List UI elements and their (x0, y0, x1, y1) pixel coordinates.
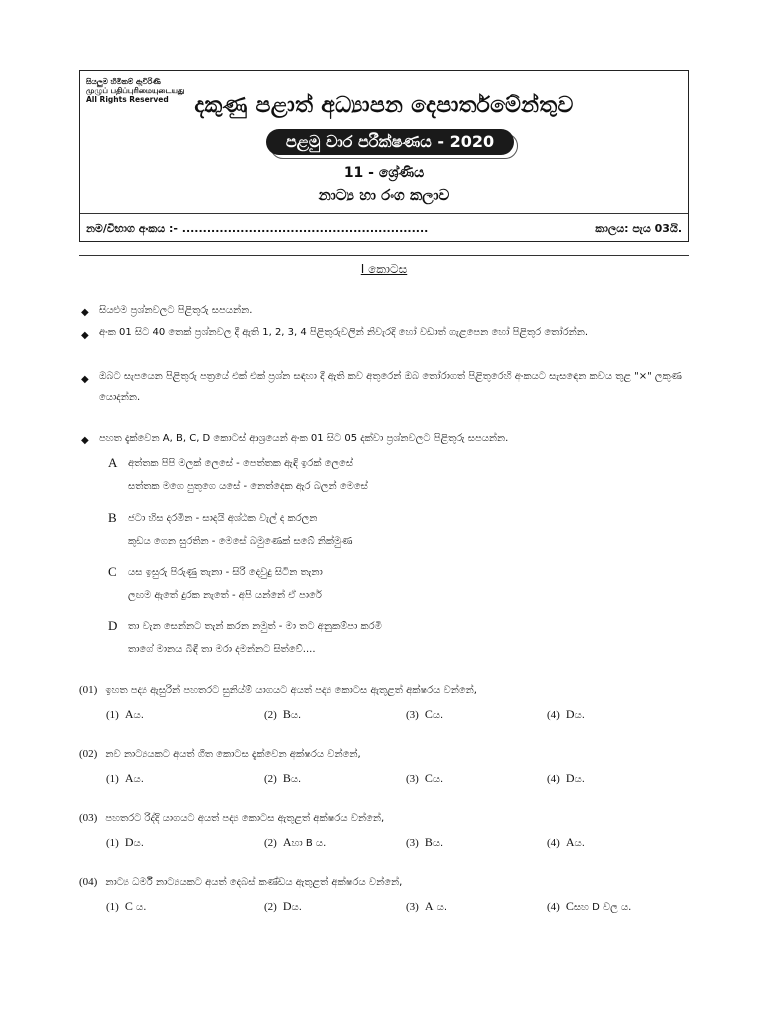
grade-label: 11 - ශ්‍රේණිය (343, 165, 425, 181)
department-title: දකුණු පළාත් අධ්‍යාපන දෙපාර්තමේන්තුව (194, 93, 574, 118)
name-index-field[interactable]: නම/විභාග අංකය :- ........................................................... (86, 222, 429, 235)
answer-option[interactable]: (1) Aය. (106, 707, 144, 721)
bullet-icon: ◆ (81, 374, 89, 385)
answer-option[interactable]: (4) Cසහ D වල ය. (547, 899, 632, 913)
rights-line-sinhala: සියලුම හිමිකම් ඇවිරිණි (86, 77, 161, 86)
answer-option[interactable]: (3) Cය. (406, 707, 444, 721)
rights-line-tamil: முழுப் பதிப்புரிமையுடையது (86, 86, 185, 95)
answer-option[interactable]: (2) Dය. (264, 899, 302, 913)
question-text: (04) නාට්‍ය ධර්මී නාට්‍යයකට අයත් දෙබස් කණ්ඩය ඇතුළත් අක්ෂරය වන්නේ, (79, 876, 403, 888)
rights-line-english: All Rights Reserved (86, 95, 169, 104)
passage-line: තාගේ මානය බිඳී තා මරා දමන්නට සිත්වේ.... (128, 644, 316, 655)
divider (79, 255, 689, 256)
answer-option[interactable]: (3) Bය. (406, 835, 444, 849)
passage-line: කුඩය ගෙන සුරතින - මෙසේ බමුණෙක් සබේ නික්මුණ (128, 536, 353, 547)
question-text: (03) පහතරට රිද්දි යාගයට අයත් පද්‍ය කොටස ඇතුළත් අක්ෂරය වන්නේ, (79, 812, 385, 824)
subject-label: නාට්‍ය හා රංග කලාව (318, 186, 450, 204)
passage-letter: B (108, 510, 117, 525)
instruction-item: පහත දැක්වෙන A, B, C, D කොටස් ආශ්‍රයෙන් අංක 01 සිට 05 දක්වා ප්‍රශ්නවලට පිළිතුරු සපයන්න. (99, 433, 509, 444)
passage-line: ලඟම ඇතේ දුරක නැතේ - අපි යන්නේ ඒ පාරේ (128, 590, 322, 601)
time-label: කාලය: පැය 03යි. (595, 222, 682, 235)
section-title: I කොටස (360, 262, 408, 276)
question-text: (02) නව නාට්‍යයකට අයත් ගීත කොටස දැක්වෙන අක්ෂරය වන්නේ, (79, 748, 361, 760)
answer-option[interactable]: (1) Dය. (106, 835, 144, 849)
passage-line: සත්තක මගෙ පුතුගෙ යසේ - නෙත්දෙක ඇර බලන් මෙසේ (128, 481, 368, 492)
instruction-item: සියළුම ප්‍රශ්නවලට පිළිතුරු සපයන්න. (99, 305, 253, 316)
answer-option[interactable]: (3) A ය. (406, 899, 448, 913)
passage-letter: C (108, 564, 117, 579)
answer-option[interactable]: (2) Bය. (264, 771, 302, 785)
header-box (79, 70, 689, 242)
passage-letter: D (108, 618, 118, 633)
answer-option[interactable]: (2) Aහා B ය. (264, 835, 327, 849)
bullet-icon: ◆ (81, 435, 89, 446)
instruction-item: ඔබට සැපයෙන පිළිතුරු පත්‍රයේ එක් එක් ප්‍රශ්න සඳහා දී ඇති කව අතුරෙන් ඔබ තෝරාගත් පිළිතුරෙහි අංකයට සැසඳෙන කවය තුළ "×" ලකුණ යොදන්න. (99, 371, 682, 403)
answer-option[interactable]: (3) Cය. (406, 771, 444, 785)
answer-option[interactable]: (1) Aය. (106, 771, 144, 785)
passage-line: අත්තක පිපි මලක් ලෙසේ - පෙත්තක ඇඳි ඉරක් ලෙසේ (128, 458, 354, 469)
exam-badge: පළමු වාර පරීක්ෂණය - 2020 (266, 129, 514, 155)
passage-line: ජටා හිස දරමින - සාදයි අශ්ඨක වැල් ද කරලන (128, 513, 318, 524)
passage-line: තා වැන සෙන්නට තැන් කරන නමුත් - මා තට අනුකම්පා කරමි (128, 621, 382, 632)
name-index-row (80, 213, 688, 243)
answer-option[interactable]: (2) Bය. (264, 707, 302, 721)
answer-option[interactable]: (4) Dය. (547, 771, 585, 785)
passage-line: යස ඉසුරු පිරුණු තැනා - සිරි දෙවුදු සිටින තැනා (128, 567, 323, 578)
answer-option[interactable]: (4) Dය. (547, 707, 585, 721)
bullet-icon: ◆ (81, 307, 89, 318)
instruction-item: අංක 01 සිට 40 තෙක් ප්‍රශ්නවල දී ඇති 1, 2, 3, 4 පිළිතුරුවලින් නිවැරදි හෝ වඩාත් ගැළපෙන හෝ පිළිතුර තෝරන්න. (99, 327, 589, 338)
passage-letter: A (108, 455, 118, 470)
question-text: (01) ඉහත පද්‍ය ඇසුරින් පහතරට සුනිය්ම් යාගයට අයත් පද්‍ය කොටස ඇතුළත් අක්ෂරය වන්නේ, (79, 684, 477, 696)
answer-option[interactable]: (1) C ය. (106, 899, 147, 913)
answer-option[interactable]: (4) Aය. (547, 835, 585, 849)
bullet-icon: ◆ (81, 330, 89, 341)
